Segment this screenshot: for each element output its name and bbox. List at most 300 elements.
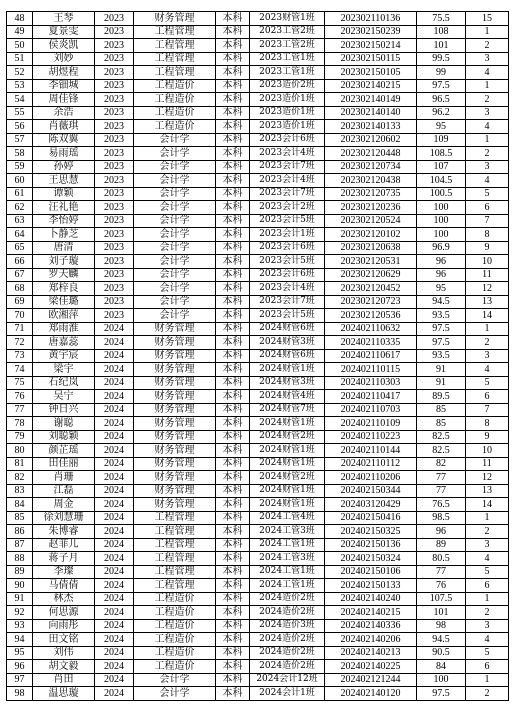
student-id-cell: 202402140215	[325, 606, 417, 620]
row-index-cell: 66	[7, 255, 33, 269]
class-cell: 2023造价2班	[250, 79, 325, 93]
rank-cell: 1	[466, 322, 509, 336]
score-cell: 100.5	[417, 187, 466, 201]
class-cell: 2024工管1班	[250, 538, 325, 552]
table-row	[7, 25, 509, 39]
student-id-cell: 202302120438	[325, 174, 417, 188]
year-cell: 2024	[95, 552, 134, 566]
student-id-cell: 202402150324	[325, 552, 417, 566]
rank-cell: 14	[466, 498, 509, 512]
rank-cell: 2	[466, 336, 509, 350]
class-cell: 2024造价2班	[250, 606, 325, 620]
student-id-cell: 202302120735	[325, 187, 417, 201]
student-id-cell: 202402110632	[325, 322, 417, 336]
major-cell: 会计学	[134, 214, 216, 228]
level-cell: 本科	[216, 444, 250, 458]
name-cell: 易雨瑶	[33, 147, 95, 161]
name-cell: 罗天麟	[33, 268, 95, 282]
score-cell: 82.5	[417, 444, 466, 458]
score-cell: 76.5	[417, 498, 466, 512]
year-cell: 2023	[95, 52, 134, 66]
row-index-cell: 74	[7, 363, 33, 377]
student-id-cell: 202302110136	[325, 12, 417, 26]
student-id-cell: 202402110303	[325, 376, 417, 390]
year-cell: 2023	[95, 201, 134, 215]
year-cell: 2024	[95, 565, 134, 579]
year-cell: 2023	[95, 147, 134, 161]
row-index-cell: 49	[7, 25, 33, 39]
name-cell: 夏景雯	[33, 25, 95, 39]
class-cell: 2024财管1班	[250, 498, 325, 512]
name-cell: 吴宁	[33, 390, 95, 404]
level-cell: 本科	[216, 336, 250, 350]
row-index-cell: 52	[7, 66, 33, 80]
student-id-cell: 202302140133	[325, 120, 417, 134]
row-index-cell: 73	[7, 349, 33, 363]
name-cell: 蒋子月	[33, 552, 95, 566]
table-row	[7, 214, 509, 228]
major-cell: 财务管理	[134, 498, 216, 512]
student-id-cell: 202402150325	[325, 525, 417, 539]
name-cell: 刘聪颖	[33, 430, 95, 444]
name-cell: 黄宇宸	[33, 349, 95, 363]
rank-cell: 5	[466, 187, 509, 201]
rank-cell: 5	[466, 376, 509, 390]
row-index-cell: 86	[7, 525, 33, 539]
major-cell: 工程管理	[134, 552, 216, 566]
row-index-cell: 70	[7, 309, 33, 323]
table-row	[7, 282, 509, 296]
table-row	[7, 133, 509, 147]
student-id-cell: 202302150105	[325, 66, 417, 80]
rank-cell: 5	[466, 646, 509, 660]
name-cell: 李怡婷	[33, 214, 95, 228]
rank-cell: 1	[466, 511, 509, 525]
major-cell: 工程管理	[134, 565, 216, 579]
class-cell: 2023会计1班	[250, 228, 325, 242]
rank-cell: 3	[466, 619, 509, 633]
score-cell: 77	[417, 471, 466, 485]
row-index-cell: 94	[7, 633, 33, 647]
year-cell: 2023	[95, 241, 134, 255]
level-cell: 本科	[216, 687, 250, 701]
score-cell: 98	[417, 619, 466, 633]
class-cell: 2024财管4班	[250, 390, 325, 404]
major-cell: 工程管理	[134, 39, 216, 53]
year-cell: 2023	[95, 25, 134, 39]
class-cell: 2024造价2班	[250, 646, 325, 660]
rank-cell: 2	[466, 687, 509, 701]
name-cell: 林杰	[33, 592, 95, 606]
score-cell: 94.5	[417, 633, 466, 647]
year-cell: 2024	[95, 673, 134, 687]
level-cell: 本科	[216, 403, 250, 417]
major-cell: 财务管理	[134, 322, 216, 336]
name-cell: 周金	[33, 498, 95, 512]
class-cell: 2023会计4班	[250, 174, 325, 188]
name-cell: 郑雨淮	[33, 322, 95, 336]
level-cell: 本科	[216, 187, 250, 201]
rank-cell: 3	[466, 538, 509, 552]
rank-cell: 9	[466, 241, 509, 255]
student-id-cell: 202402150416	[325, 511, 417, 525]
level-cell: 本科	[216, 363, 250, 377]
rank-cell: 6	[466, 660, 509, 674]
year-cell: 2024	[95, 646, 134, 660]
table-row	[7, 79, 509, 93]
major-cell: 财务管理	[134, 12, 216, 26]
year-cell: 2023	[95, 214, 134, 228]
level-cell: 本科	[216, 552, 250, 566]
class-cell: 2024财管1班	[250, 484, 325, 498]
major-cell: 会计学	[134, 295, 216, 309]
row-index-cell: 78	[7, 417, 33, 431]
major-cell: 会计学	[134, 201, 216, 215]
score-cell: 91	[417, 376, 466, 390]
year-cell: 2024	[95, 498, 134, 512]
class-cell: 2023造价1班	[250, 106, 325, 120]
table-row	[7, 552, 509, 566]
student-id-cell: 202302120531	[325, 255, 417, 269]
table-row	[7, 430, 509, 444]
level-cell: 本科	[216, 174, 250, 188]
score-cell: 96	[417, 525, 466, 539]
major-cell: 工程造价	[134, 660, 216, 674]
score-cell: 96.2	[417, 106, 466, 120]
student-id-cell: 202302140149	[325, 93, 417, 107]
rank-cell: 11	[466, 457, 509, 471]
class-cell: 2024财管1班	[250, 417, 325, 431]
rank-cell: 3	[466, 106, 509, 120]
class-cell: 2024财管6班	[250, 322, 325, 336]
row-index-cell: 91	[7, 592, 33, 606]
year-cell: 2023	[95, 174, 134, 188]
score-cell: 107	[417, 160, 466, 174]
level-cell: 本科	[216, 376, 250, 390]
student-id-cell: 202402110617	[325, 349, 417, 363]
major-cell: 工程管理	[134, 52, 216, 66]
year-cell: 2023	[95, 228, 134, 242]
year-cell: 2023	[95, 160, 134, 174]
student-id-cell: 202402150344	[325, 484, 417, 498]
year-cell: 2023	[95, 66, 134, 80]
major-cell: 工程管理	[134, 579, 216, 593]
level-cell: 本科	[216, 417, 250, 431]
score-cell: 84	[417, 660, 466, 674]
name-cell: 肖珊	[33, 471, 95, 485]
major-cell: 会计学	[134, 282, 216, 296]
rank-cell: 9	[466, 430, 509, 444]
student-id-cell: 202302140140	[325, 106, 417, 120]
major-cell: 会计学	[134, 241, 216, 255]
name-cell: 田佳丽	[33, 457, 95, 471]
rank-cell: 2	[466, 525, 509, 539]
major-cell: 会计学	[134, 687, 216, 701]
name-cell: 钟日兴	[33, 403, 95, 417]
row-index-cell: 77	[7, 403, 33, 417]
score-cell: 95	[417, 120, 466, 134]
major-cell: 工程造价	[134, 93, 216, 107]
table-row	[7, 579, 509, 593]
year-cell: 2024	[95, 403, 134, 417]
rank-cell: 3	[466, 160, 509, 174]
level-cell: 本科	[216, 39, 250, 53]
major-cell: 财务管理	[134, 457, 216, 471]
major-cell: 会计学	[134, 174, 216, 188]
score-cell: 91	[417, 363, 466, 377]
class-cell: 2023会计7班	[250, 295, 325, 309]
table-row	[7, 646, 509, 660]
score-cell: 93.5	[417, 309, 466, 323]
student-id-cell: 202302120524	[325, 214, 417, 228]
row-index-cell: 62	[7, 201, 33, 215]
level-cell: 本科	[216, 228, 250, 242]
class-cell: 2024造价2班	[250, 660, 325, 674]
table-row	[7, 538, 509, 552]
major-cell: 会计学	[134, 255, 216, 269]
name-cell: 梁佳璐	[33, 295, 95, 309]
year-cell: 2023	[95, 309, 134, 323]
score-cell: 99.5	[417, 52, 466, 66]
table-row	[7, 12, 509, 26]
name-cell: 江磊	[33, 484, 95, 498]
score-cell: 101	[417, 39, 466, 53]
rank-cell: 14	[466, 309, 509, 323]
name-cell: 刘子璇	[33, 255, 95, 269]
row-index-cell: 79	[7, 430, 33, 444]
level-cell: 本科	[216, 133, 250, 147]
rank-cell: 2	[466, 147, 509, 161]
name-cell: 唐嘉蕊	[33, 336, 95, 350]
rank-cell: 8	[466, 417, 509, 431]
row-index-cell: 50	[7, 39, 33, 53]
row-index-cell: 53	[7, 79, 33, 93]
rank-cell: 13	[466, 295, 509, 309]
student-id-cell: 202302120602	[325, 133, 417, 147]
score-cell: 89	[417, 538, 466, 552]
table-row	[7, 309, 509, 323]
major-cell: 工程管理	[134, 511, 216, 525]
class-cell: 2023工管2班	[250, 25, 325, 39]
year-cell: 2023	[95, 268, 134, 282]
major-cell: 财务管理	[134, 349, 216, 363]
table-row	[7, 322, 509, 336]
student-id-cell: 202402121244	[325, 673, 417, 687]
student-id-cell: 202302150239	[325, 25, 417, 39]
table-row	[7, 228, 509, 242]
level-cell: 本科	[216, 268, 250, 282]
class-cell: 2024财管1班	[250, 363, 325, 377]
table-row	[7, 66, 509, 80]
student-id-cell: 202402110703	[325, 403, 417, 417]
name-cell: 孙婷	[33, 160, 95, 174]
row-index-cell: 71	[7, 322, 33, 336]
class-cell: 2024财管3班	[250, 336, 325, 350]
year-cell: 2024	[95, 376, 134, 390]
table-row	[7, 444, 509, 458]
row-index-cell: 63	[7, 214, 33, 228]
class-cell: 2023会计5班	[250, 255, 325, 269]
rank-cell: 6	[466, 201, 509, 215]
level-cell: 本科	[216, 282, 250, 296]
score-cell: 85	[417, 417, 466, 431]
table-row	[7, 160, 509, 174]
major-cell: 工程造价	[134, 592, 216, 606]
year-cell: 2024	[95, 363, 134, 377]
student-id-cell: 202402140120	[325, 687, 417, 701]
level-cell: 本科	[216, 66, 250, 80]
table-row	[7, 147, 509, 161]
student-id-cell: 202302120236	[325, 201, 417, 215]
class-cell: 2024财管7班	[250, 403, 325, 417]
table-body	[7, 12, 509, 701]
year-cell: 2023	[95, 295, 134, 309]
level-cell: 本科	[216, 214, 250, 228]
level-cell: 本科	[216, 25, 250, 39]
major-cell: 财务管理	[134, 484, 216, 498]
year-cell: 2024	[95, 633, 134, 647]
major-cell: 财务管理	[134, 471, 216, 485]
student-id-cell: 202402140206	[325, 633, 417, 647]
rank-cell: 4	[466, 66, 509, 80]
row-index-cell: 85	[7, 511, 33, 525]
student-id-cell: 202402110112	[325, 457, 417, 471]
major-cell: 财务管理	[134, 376, 216, 390]
student-id-cell: 202302140215	[325, 79, 417, 93]
row-index-cell: 95	[7, 646, 33, 660]
table-row	[7, 336, 509, 350]
student-id-cell: 202302120629	[325, 268, 417, 282]
year-cell: 2023	[95, 187, 134, 201]
level-cell: 本科	[216, 322, 250, 336]
level-cell: 本科	[216, 349, 250, 363]
score-cell: 107.5	[417, 592, 466, 606]
level-cell: 本科	[216, 619, 250, 633]
class-cell: 2024造价2班	[250, 633, 325, 647]
rank-cell: 10	[466, 444, 509, 458]
row-index-cell: 97	[7, 673, 33, 687]
class-cell: 2024工管4班	[250, 511, 325, 525]
student-id-cell: 202402110144	[325, 444, 417, 458]
row-index-cell: 56	[7, 120, 33, 134]
year-cell: 2023	[95, 120, 134, 134]
class-cell: 2023会计6班	[250, 268, 325, 282]
class-cell: 2024会计1班	[250, 687, 325, 701]
row-index-cell: 65	[7, 241, 33, 255]
row-index-cell: 64	[7, 228, 33, 242]
row-index-cell: 90	[7, 579, 33, 593]
name-cell: 卜静芝	[33, 228, 95, 242]
table-row	[7, 471, 509, 485]
class-cell: 2023会计5班	[250, 309, 325, 323]
year-cell: 2024	[95, 606, 134, 620]
level-cell: 本科	[216, 255, 250, 269]
name-cell: 肖薇琪	[33, 120, 95, 134]
level-cell: 本科	[216, 660, 250, 674]
row-index-cell: 67	[7, 268, 33, 282]
score-cell: 82	[417, 457, 466, 471]
table-row	[7, 255, 509, 269]
student-id-cell: 202402110417	[325, 390, 417, 404]
level-cell: 本科	[216, 525, 250, 539]
major-cell: 财务管理	[134, 403, 216, 417]
year-cell: 2024	[95, 349, 134, 363]
rank-cell: 2	[466, 39, 509, 53]
rank-cell: 6	[466, 390, 509, 404]
level-cell: 本科	[216, 484, 250, 498]
student-id-cell: 202302120734	[325, 160, 417, 174]
rank-cell: 3	[466, 52, 509, 66]
score-cell: 97.5	[417, 322, 466, 336]
student-id-cell: 202402150133	[325, 579, 417, 593]
year-cell: 2023	[95, 93, 134, 107]
name-cell: 梁宇	[33, 363, 95, 377]
table-row	[7, 390, 509, 404]
class-cell: 2024造价2班	[250, 592, 325, 606]
table-row	[7, 498, 509, 512]
rank-cell: 15	[466, 12, 509, 26]
score-cell: 80.5	[417, 552, 466, 566]
rank-cell: 4	[466, 363, 509, 377]
name-cell: 刘妙	[33, 52, 95, 66]
score-cell: 104.5	[417, 174, 466, 188]
major-cell: 工程造价	[134, 646, 216, 660]
name-cell: 赵菲儿	[33, 538, 95, 552]
student-id-cell: 202302150115	[325, 52, 417, 66]
level-cell: 本科	[216, 390, 250, 404]
score-cell: 96	[417, 268, 466, 282]
rank-cell: 4	[466, 552, 509, 566]
table-row	[7, 376, 509, 390]
level-cell: 本科	[216, 579, 250, 593]
rank-cell: 1	[466, 133, 509, 147]
rank-cell: 12	[466, 282, 509, 296]
level-cell: 本科	[216, 606, 250, 620]
rank-cell: 13	[466, 484, 509, 498]
class-cell: 2024造价3班	[250, 619, 325, 633]
name-cell: 唐清	[33, 241, 95, 255]
level-cell: 本科	[216, 673, 250, 687]
class-cell: 2024工管1班	[250, 565, 325, 579]
year-cell: 2024	[95, 336, 134, 350]
row-index-cell: 82	[7, 471, 33, 485]
level-cell: 本科	[216, 511, 250, 525]
table-row	[7, 349, 509, 363]
level-cell: 本科	[216, 106, 250, 120]
student-id-cell: 202402150136	[325, 538, 417, 552]
row-index-cell: 60	[7, 174, 33, 188]
score-cell: 85	[417, 403, 466, 417]
major-cell: 工程造价	[134, 106, 216, 120]
row-index-cell: 68	[7, 282, 33, 296]
score-cell: 96.9	[417, 241, 466, 255]
level-cell: 本科	[216, 120, 250, 134]
score-cell: 94.5	[417, 295, 466, 309]
table-row	[7, 417, 509, 431]
major-cell: 财务管理	[134, 390, 216, 404]
name-cell: 谢聪	[33, 417, 95, 431]
major-cell: 工程管理	[134, 538, 216, 552]
class-cell: 2024财管1班	[250, 444, 325, 458]
score-cell: 97.5	[417, 336, 466, 350]
major-cell: 会计学	[134, 147, 216, 161]
name-cell: 郑梓良	[33, 282, 95, 296]
major-cell: 财务管理	[134, 363, 216, 377]
row-index-cell: 51	[7, 52, 33, 66]
score-cell: 99	[417, 66, 466, 80]
name-cell: 刘伟	[33, 646, 95, 660]
table-row	[7, 268, 509, 282]
